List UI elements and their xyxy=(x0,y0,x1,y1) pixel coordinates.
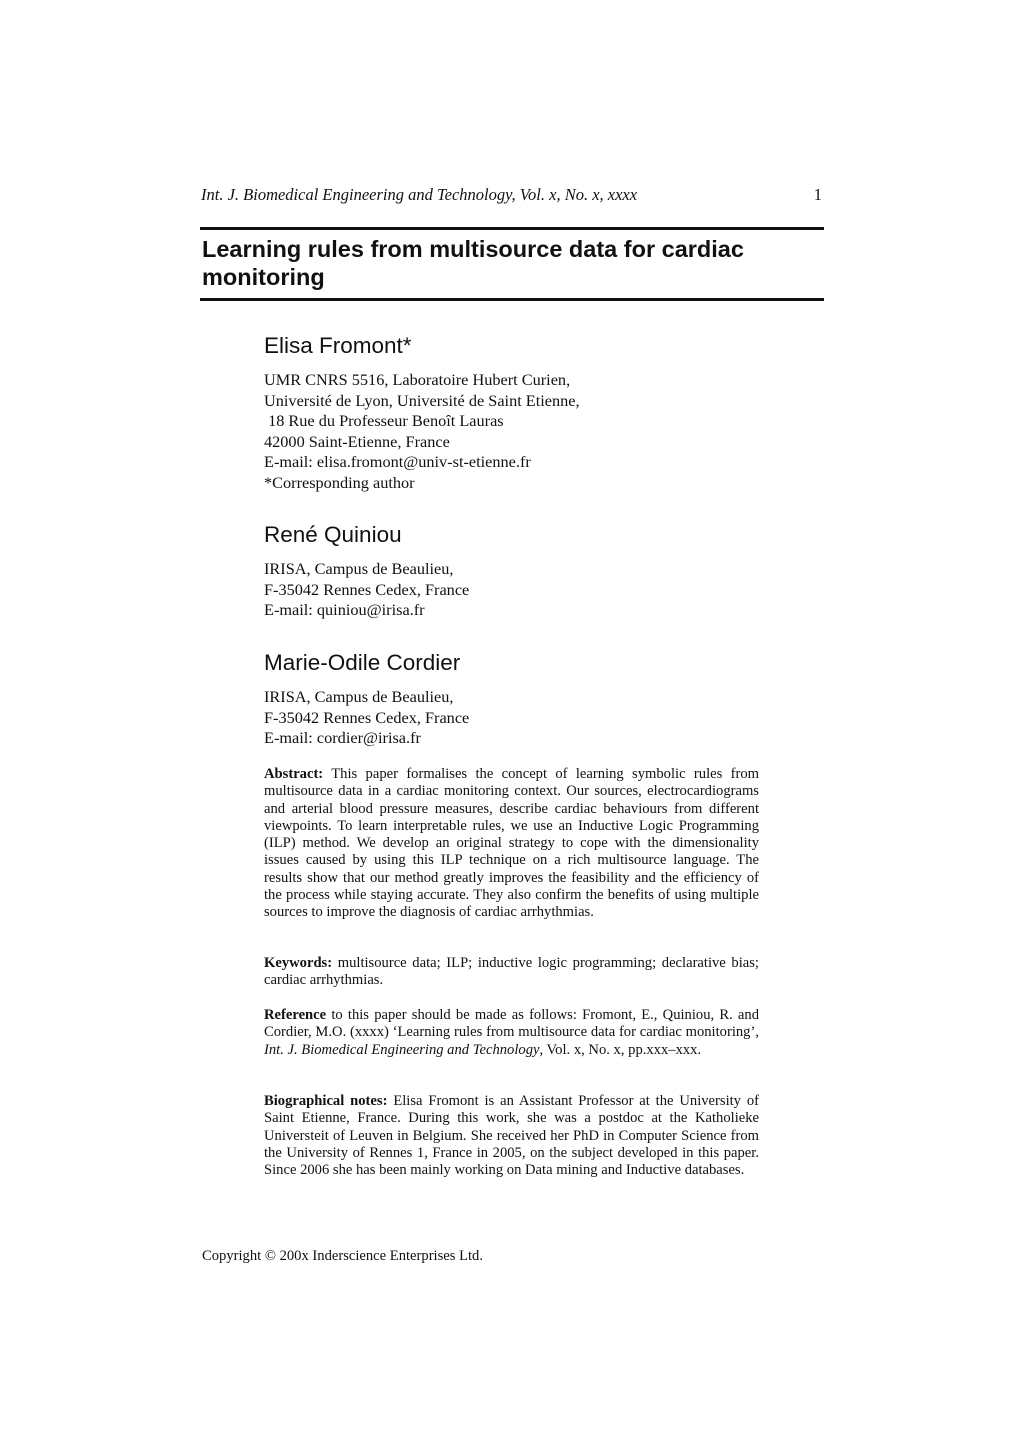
corresponding-author-note: *Corresponding author xyxy=(264,472,415,492)
biographical-notes xyxy=(264,1093,759,1179)
citation-reference xyxy=(264,1007,759,1059)
author-email: E-mail: elisa.fromont@univ-st-etienne.fr xyxy=(264,452,531,471)
bio-label: Biographical notes: xyxy=(264,1093,388,1109)
affiliation-line: UMR CNRS 5516, Laboratoire Hubert Curien, xyxy=(264,370,571,389)
affiliation-line: F-35042 Rennes Cedex, France xyxy=(264,579,470,599)
bio-text: Elisa Fromont is an Assistant Professor at the University of Saint Etienne, France. During this work, she was a postdoc at the Katholieke Universteit of Leuven in Belgium. She received her PhD in Computer Science from the University of Rennes 1, France in 2005, on the subject developed in this paper. Since 2006 she has been mainly working on Data mining and Inductive databases. xyxy=(264,1093,760,1179)
author-name: Marie-Odile Cordier xyxy=(264,650,461,675)
affiliation-line: 18 Rue du Professeur Benoît Lauras xyxy=(264,411,504,430)
reference-label: Reference xyxy=(264,1007,327,1023)
affiliation-line: F-35042 Rennes Cedex, France xyxy=(264,707,470,727)
affiliation-line: 42000 Saint-Etienne, France xyxy=(264,431,450,451)
page-number: 1 xyxy=(813,185,822,204)
abstract-text: This paper formalises the concept of learning symbolic rules from multisource data in a cardiac monitoring context. Our sources, electrocardiograms and arterial blood pressure measures, describe cardiac behaviours from different viewpoints. To learn interpretable rules, we use an Inductive Logic Programming (ILP) method. We develop an original strategy to cope with the dimensionality issues caused by using this ILP technique on a rich multisource language. The results show that our method greatly improves the feasibility and the efficiency of the process while staying accurate. They also confirm the benefits of using multiple sources to improve the diagnosis of cardiac arrhythmias. xyxy=(264,766,759,921)
author-name: Elisa Fromont* xyxy=(264,333,412,358)
author-email: E-mail: quiniou@irisa.fr xyxy=(264,600,425,619)
reference-volume: , Vol. x, No. x, pp.xxx–xxx. xyxy=(539,1041,702,1058)
affiliation-line: IRISA, Campus de Beaulieu, xyxy=(264,687,454,706)
author-email: E-mail: cordier@irisa.fr xyxy=(264,728,421,747)
reference-text: to this paper should be made as follows: Fromont, E., Quiniou, R. and Cordier, M.O. (xxxx) ‘Learning rules from multisource data for cardiac monitoring’, xyxy=(264,1007,759,1041)
title-rule-bottom xyxy=(200,298,824,301)
reference-journal: Int. J. Biomedical Engineering and Technology xyxy=(264,1041,540,1058)
copyright-notice: Copyright © 200x Inderscience Enterprises Ltd. xyxy=(202,1248,484,1264)
journal-citation: Int. J. Biomedical Engineering and Technology, Vol. x, No. x, xxxx xyxy=(201,185,638,204)
author-block xyxy=(264,332,764,493)
abstract xyxy=(264,766,759,922)
author-name: René Quiniou xyxy=(264,522,402,547)
title-rule-top xyxy=(200,227,824,230)
paper-title: Learning rules from multisource data for cardiac monitoring xyxy=(202,236,744,290)
affiliation-line: Université de Lyon, Université de Saint Etienne, xyxy=(264,390,580,410)
keywords-label: Keywords: xyxy=(264,955,333,971)
author-block xyxy=(264,521,764,621)
abstract-label: Abstract: xyxy=(264,766,324,782)
running-header xyxy=(201,185,822,207)
keywords-text: multisource data; ILP; inductive logic programming; declarative bias; cardiac arrhythmias. xyxy=(264,955,759,989)
affiliation-line: IRISA, Campus de Beaulieu, xyxy=(264,559,454,578)
author-block xyxy=(264,649,764,749)
keywords xyxy=(264,955,759,990)
